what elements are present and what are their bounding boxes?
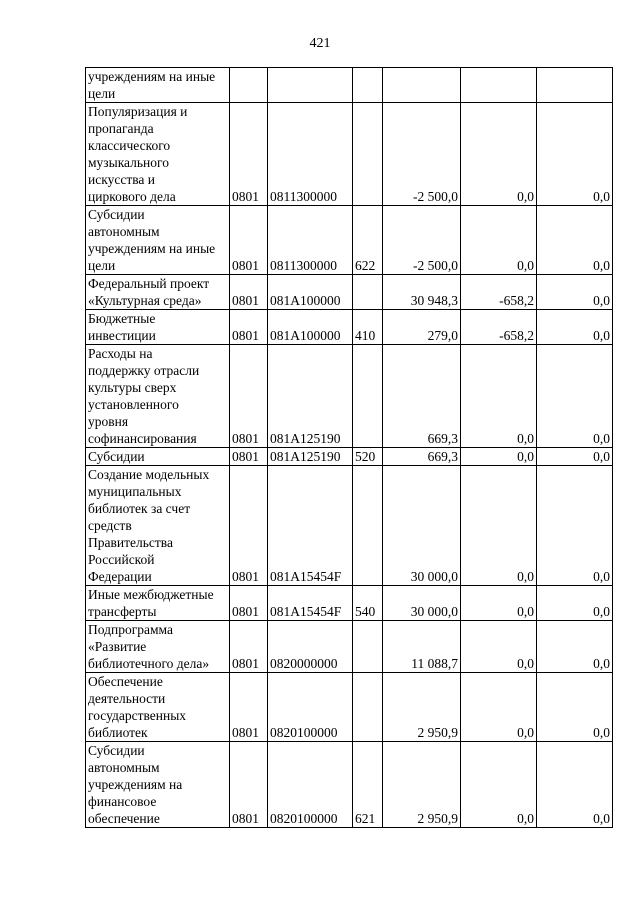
item-name-line: инвестиции <box>88 328 156 343</box>
item-name-cell <box>86 345 230 448</box>
amount-cell-2: -658,2 <box>461 275 537 310</box>
section-code-cell: 0801 <box>230 310 268 345</box>
item-name-line: уровня <box>88 414 129 429</box>
item-name-line: библиотечного дела» <box>88 656 210 671</box>
item-name-cell <box>86 742 230 828</box>
target-item-code-cell: 0811300000 <box>268 103 353 206</box>
amount-cell-3: 0,0 <box>537 206 613 275</box>
item-name-line: «Развитие <box>88 639 147 654</box>
item-name-line: Бюджетные <box>88 311 156 326</box>
amount-cell-2: 0,0 <box>461 586 537 621</box>
amount-cell-3: 0,0 <box>537 673 613 742</box>
table-body <box>86 68 613 828</box>
table-row <box>86 310 613 345</box>
item-name-cell <box>86 310 230 345</box>
item-name-line: Иные межбюджетные <box>88 587 214 602</box>
target-item-code-cell: 0820100000 <box>268 673 353 742</box>
target-item-code-cell: 081A100000 <box>268 310 353 345</box>
section-code-cell <box>230 68 268 103</box>
amount-cell-2: -658,2 <box>461 310 537 345</box>
table-row <box>86 206 613 275</box>
expense-type-cell <box>353 621 383 673</box>
amount-cell-1: 2 950,9 <box>383 742 461 828</box>
amount-cell-1: 30 948,3 <box>383 275 461 310</box>
item-name-line: классического <box>88 138 171 153</box>
item-name-line: автономным <box>88 224 160 239</box>
amount-cell-2: 0,0 <box>461 206 537 275</box>
amount-cell-1: -2 500,0 <box>383 103 461 206</box>
item-name-cell <box>86 673 230 742</box>
item-name-line: цели <box>88 258 116 273</box>
item-name-line: Субсидии <box>88 207 145 222</box>
table-row <box>86 275 613 310</box>
item-name-line: циркового дела <box>88 189 176 204</box>
amount-cell-1: -2 500,0 <box>383 206 461 275</box>
expense-type-cell <box>353 345 383 448</box>
section-code-cell: 0801 <box>230 466 268 586</box>
item-name-cell <box>86 466 230 586</box>
item-name-line: Субсидии <box>88 743 145 758</box>
item-name-line: пропаганда <box>88 121 154 136</box>
amount-cell-3 <box>537 68 613 103</box>
expense-type-cell: 520 <box>353 448 383 466</box>
section-code-cell: 0801 <box>230 621 268 673</box>
item-name-cell <box>86 621 230 673</box>
expense-type-cell <box>353 275 383 310</box>
amount-cell-2: 0,0 <box>461 466 537 586</box>
item-name-line: автономным <box>88 760 160 775</box>
item-name-line: библиотек <box>88 725 148 740</box>
amount-cell-3: 0,0 <box>537 466 613 586</box>
item-name-line: финансовое <box>88 794 157 809</box>
table-row <box>86 466 613 586</box>
amount-cell-3: 0,0 <box>537 448 613 466</box>
item-name-line: Обеспечение <box>88 674 163 689</box>
item-name-line: Расходы на <box>88 346 153 361</box>
target-item-code-cell: 0811300000 <box>268 206 353 275</box>
item-name-line: установленного <box>88 397 179 412</box>
section-code-cell: 0801 <box>230 742 268 828</box>
amount-cell-2: 0,0 <box>461 621 537 673</box>
amount-cell-2: 0,0 <box>461 742 537 828</box>
item-name-cell <box>86 448 230 466</box>
amount-cell-1: 11 088,7 <box>383 621 461 673</box>
item-name-cell <box>86 68 230 103</box>
amount-cell-3: 0,0 <box>537 103 613 206</box>
target-item-code-cell: 0820100000 <box>268 742 353 828</box>
target-item-code-cell: 081A125190 <box>268 448 353 466</box>
target-item-code-cell: 0820000000 <box>268 621 353 673</box>
item-name-line: средств <box>88 518 132 533</box>
amount-cell-1: 30 000,0 <box>383 586 461 621</box>
table-row <box>86 103 613 206</box>
amount-cell-3: 0,0 <box>537 742 613 828</box>
section-code-cell: 0801 <box>230 448 268 466</box>
table-row <box>86 742 613 828</box>
table-row <box>86 586 613 621</box>
target-item-code-cell <box>268 68 353 103</box>
section-code-cell: 0801 <box>230 206 268 275</box>
item-name-line: библиотек за счет <box>88 501 191 516</box>
item-name-line: Популяризация и <box>88 104 188 119</box>
amount-cell-2: 0,0 <box>461 673 537 742</box>
amount-cell-3: 0,0 <box>537 586 613 621</box>
target-item-code-cell: 081A125190 <box>268 345 353 448</box>
page-number: 421 <box>309 36 331 51</box>
item-name-line: обеспечение <box>88 811 160 826</box>
section-code-cell: 0801 <box>230 275 268 310</box>
amount-cell-3: 0,0 <box>537 621 613 673</box>
section-code-cell: 0801 <box>230 345 268 448</box>
table-row <box>86 621 613 673</box>
expense-type-cell: 540 <box>353 586 383 621</box>
target-item-code-cell: 081A15454F <box>268 466 353 586</box>
item-name-line: поддержку отрасли <box>88 363 200 378</box>
item-name-line: трансферты <box>88 604 157 619</box>
item-name-line: Правительства <box>88 535 173 550</box>
target-item-code-cell: 081A100000 <box>268 275 353 310</box>
item-name-line: цели <box>88 86 116 101</box>
item-name-line: учреждениям на иные <box>88 69 216 84</box>
amount-cell-2: 0,0 <box>461 448 537 466</box>
expense-type-cell <box>353 673 383 742</box>
item-name-cell <box>86 103 230 206</box>
item-name-line: музыкального <box>88 155 169 170</box>
item-name-line: учреждениям на <box>88 777 183 792</box>
item-name-line: софинансирования <box>88 431 197 446</box>
table-row <box>86 673 613 742</box>
item-name-cell <box>86 206 230 275</box>
item-name-line: Федерации <box>88 569 152 584</box>
amount-cell-2 <box>461 68 537 103</box>
amount-cell-2: 0,0 <box>461 345 537 448</box>
table-row <box>86 68 613 103</box>
item-name-cell <box>86 586 230 621</box>
item-name-cell <box>86 275 230 310</box>
item-name-line: культуры сверх <box>88 380 177 395</box>
table-row <box>86 448 613 466</box>
section-code-cell: 0801 <box>230 673 268 742</box>
amount-cell-1 <box>383 68 461 103</box>
item-name-line: Российской <box>88 552 155 567</box>
item-name-line: государственных <box>88 708 187 723</box>
amount-cell-3: 0,0 <box>537 345 613 448</box>
amount-cell-1: 30 000,0 <box>383 466 461 586</box>
expense-type-cell <box>353 68 383 103</box>
amount-cell-1: 279,0 <box>383 310 461 345</box>
amount-cell-3: 0,0 <box>537 275 613 310</box>
expense-type-cell: 622 <box>353 206 383 275</box>
item-name-line: Подпрограмма <box>88 622 173 637</box>
item-name-line: Создание модельных <box>88 467 210 482</box>
item-name-line: «Культурная среда» <box>88 293 202 308</box>
target-item-code-cell: 081A15454F <box>268 586 353 621</box>
amount-cell-1: 669,3 <box>383 345 461 448</box>
expense-type-cell: 410 <box>353 310 383 345</box>
expense-type-cell <box>353 466 383 586</box>
expense-type-cell: 621 <box>353 742 383 828</box>
section-code-cell: 0801 <box>230 586 268 621</box>
expense-type-cell <box>353 103 383 206</box>
item-name-line: Федеральный проект <box>88 276 210 291</box>
item-name-line: муниципальных <box>88 484 182 499</box>
amount-cell-1: 2 950,9 <box>383 673 461 742</box>
table-row <box>86 345 613 448</box>
item-name-line: искусства и <box>88 172 156 187</box>
section-code-cell: 0801 <box>230 103 268 206</box>
amount-cell-1: 669,3 <box>383 448 461 466</box>
budget-table <box>85 67 613 828</box>
item-name-line: учреждениям на иные <box>88 241 216 256</box>
item-name-line: деятельности <box>88 691 166 706</box>
amount-cell-2: 0,0 <box>461 103 537 206</box>
amount-cell-3: 0,0 <box>537 310 613 345</box>
item-name-line: Субсидии <box>88 449 145 464</box>
